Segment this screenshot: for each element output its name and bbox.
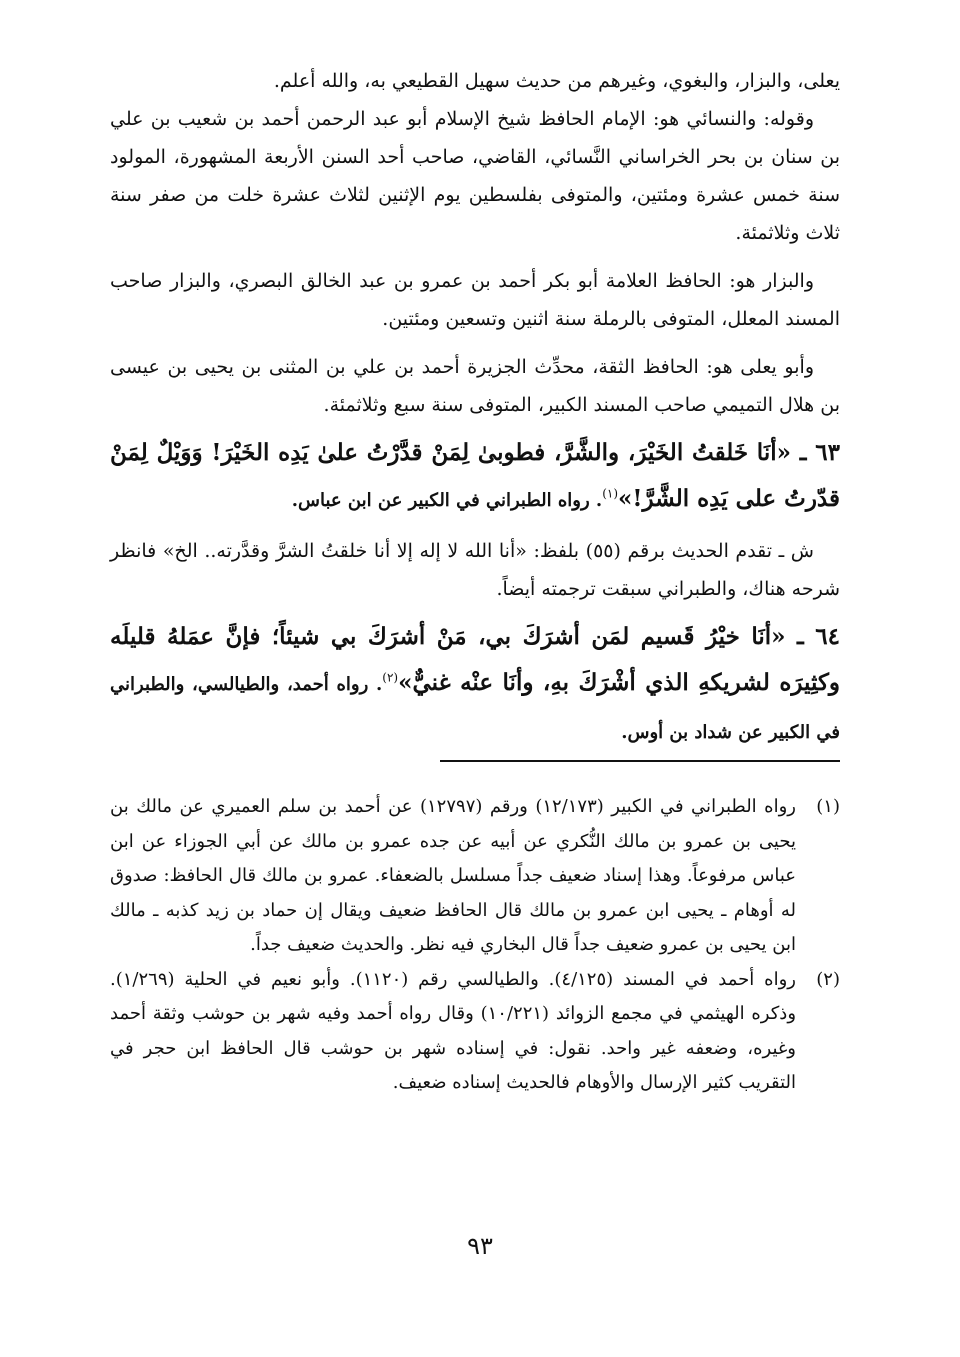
abu-yala-biography: وأبو يعلى هو: الحافظ الثقة، محدِّث الجزيرة أحمد بن علي بن المثنى بن يحيى بن عيسى بن هلال التميمي صاحب المسند الكبير، المتوفى سنة سبع وثلاثمئة. — [110, 356, 840, 416]
nasai-biography: وقوله: والنسائي هو: الإمام الحافظ شيخ الإسلام أبو عبد الرحمن أحمد بن شعيب بن علي بن سنان بن بحر الخراساني النَّسائي، القاضي، صاحب أحد السنن الأربعة المشهورة، المولود سنة خمس عشرة ومئتين، والمتوفى بفلسطين يوم الإثنين لثلاث عشرة خلت من صفر سنة ثلاث وثلاثمئة. — [110, 108, 840, 244]
page-number: ٩٣ — [467, 1232, 493, 1260]
hadith-64-footnote-ref: (٢) — [382, 670, 399, 685]
footnote-1-number: (١) — [816, 796, 840, 817]
footnote-2 — [110, 963, 840, 1101]
hadith-64-text: ٦٤ ـ «أنَا خيْرُ قَسيم لمَن أشرَكَ بي، مَنْ أشرَكَ بي شيئاً؛ فإنَّ عمَلهُ قليلَه وكثِيرَه لشريكهِ الذي أشْرَكَ بهِ، وأنَا عنْه غنيٌّ» — [110, 623, 840, 696]
footnote-1-text: رواه الطبراني في الكبير (١٢/١٧٣) ورقم (١٢٧٩٧) عن أحمد بن سلم العميري عن مالك بن يحيى بن عمرو بن مالك النُّكري عن أبيه عن جده عمرو بن مالك عن أبي الجوزاء عن ابن عباس مرفوعاً. وهذا إسناد ضعيف جداً مسلسل بالضعفاء. عمرو بن مالك قال الحافظ: صدوق له أوهام ـ يحيى ابن عمرو بن مالك قال الحافظ ضعيف ويقال إن حماد بن زيد كذبه ـ مالك ابن يحيى بن عمرو ضعيف جداً قال البخاري فيه نظر. والحديث ضعيف جداً. — [110, 796, 796, 955]
footnote-divider — [440, 760, 840, 762]
hadith-63-source: . رواه الطبراني في الكبير عن ابن عباس. — [291, 490, 603, 511]
footnote-2-number: (٢) — [816, 968, 840, 990]
opening-paragraph: يعلى، والبزار، والبغوي، وغيرهم من حديث سهيل القطيعي به، والله أعلم. — [273, 70, 840, 92]
hadith-64 — [110, 614, 840, 756]
footnote-2-text: رواه أحمد في المسند (٤/١٢٥). والطيالسي رقم (١١٢٠). وأبو نعيم في الحلية (١/٢٦٩). وذكره الهيثمي في مجمع الزوائد (١٠/٢٢١) وقال رواه أحمد وفيه شهر بن حوشب وثقة أحمد وغيره، وضعفه غير واحد. نقول: في إسناده شهر بن حوشب قال الحافظ ابن حجر في التقريب كثير الإرسال والأوهام فالحديث إسناده ضعيف. — [110, 968, 797, 1093]
hadith-63 — [110, 430, 840, 524]
hadith-63-footnote-ref: (١) — [602, 486, 619, 501]
hadith-64-source: . رواه أحمد، والطيالسي، والطبراني في الكبير عن شداد بن أوس. — [110, 674, 840, 743]
main-text — [110, 62, 840, 756]
hadith-63-commentary: ش ـ تقدم الحديث برقم (٥٥) بلفظ: «أنا الله لا إله إلا أنا خلقتُ الشرَّ وقدَّرته.. الخ» فانظر شرحه هناك، والطبراني سبقت ترجمته أيضاً. — [110, 540, 840, 600]
footnotes — [110, 790, 840, 1101]
bazzar-biography: والبزار هو: الحافظ العلامة أبو بكر أحمد بن عمرو بن عبد الخالق البصري، والبزار صاحب المسند المعلل، المتوفى بالرملة سنة اثنين وتسعين ومئتين. — [110, 270, 840, 330]
hadith-63-text: ٦٣ ـ «أنَا خَلقتُ الخَيْرَ، والشَّرَّ، فطوبىٰ لِمَنْ قدَّرْتُ علىٰ يَدِه الخَيْرَ! وَوَيْلٌ لِمَنْ قدّرتُ على يَدِه الشَّرَّ!» — [110, 439, 840, 512]
footnote-1 — [110, 790, 840, 963]
